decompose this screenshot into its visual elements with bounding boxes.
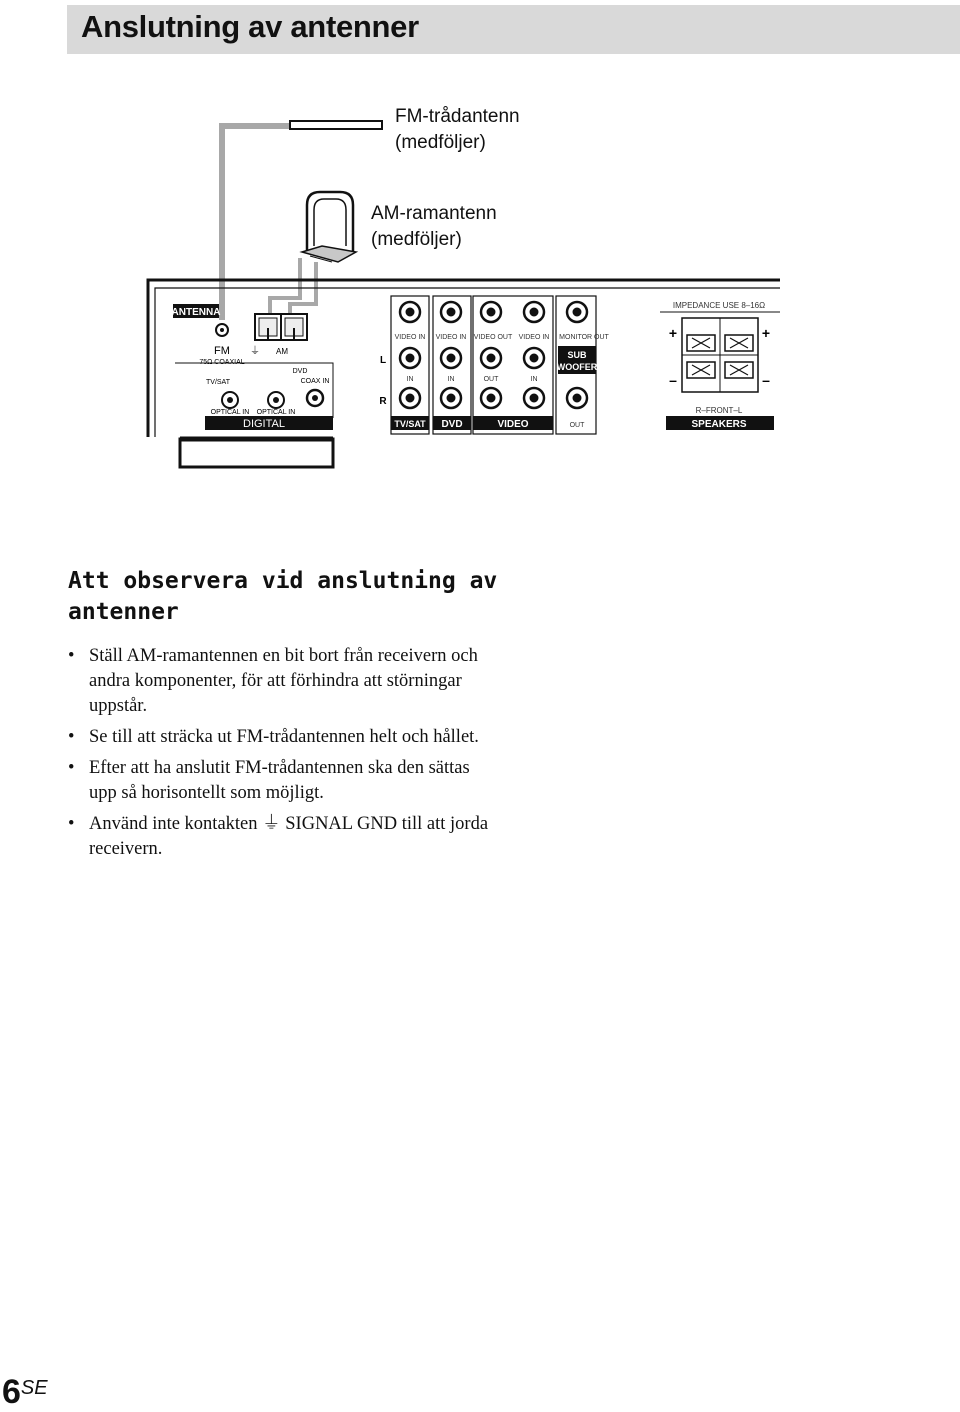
antenna-connection-diagram	[0, 0, 960, 480]
svg-text:DVD: DVD	[292, 368, 308, 375]
svg-text:VIDEO IN: VIDEO IN	[518, 334, 550, 341]
svg-text:–: –	[762, 372, 770, 388]
svg-text:+: +	[668, 325, 678, 341]
svg-text:R: R	[379, 396, 387, 407]
list-item: • Använd inte kontakten ⏚ SIGNAL GND till att jorda receivern.	[68, 814, 489, 859]
svg-text:R–FRONT–L: R–FRONT–L	[695, 406, 743, 415]
svg-text:VIDEO: VIDEO	[497, 419, 529, 430]
svg-text:TV/SAT: TV/SAT	[394, 419, 426, 429]
svg-text:L: L	[379, 355, 387, 366]
svg-text:VIDEO OUT: VIDEO OUT	[473, 334, 513, 341]
svg-text:OUT: OUT	[569, 422, 585, 429]
svg-text:OPTICAL IN: OPTICAL IN	[256, 409, 296, 416]
svg-text:FM: FM	[214, 345, 230, 357]
svg-text:DVD: DVD	[441, 419, 463, 430]
svg-text:OUT: OUT	[483, 376, 499, 383]
svg-text:–: –	[669, 372, 677, 388]
audio-video-jack-block	[379, 296, 609, 434]
antenna-label: ANTENNA	[171, 307, 221, 318]
digital-label: DIGITAL	[243, 418, 285, 430]
am-loop-antenna	[270, 192, 356, 318]
page-title: Anslutning av antenner	[81, 9, 419, 44]
am-antenna-label: AM-ramantenn (medföljer)	[371, 203, 497, 250]
svg-text:AM: AM	[276, 347, 288, 356]
svg-text:COAX IN: COAX IN	[300, 378, 330, 385]
svg-text:SUB: SUB	[567, 350, 587, 360]
speaker-terminal-block	[660, 301, 780, 430]
svg-text:WOOFER: WOOFER	[556, 362, 598, 372]
svg-text:OPTICAL IN: OPTICAL IN	[210, 409, 250, 416]
svg-text:+: +	[761, 325, 771, 341]
list-item: • Efter att ha anslutit FM-trådantennen ska den sättas upp så horisontellt som möjligt.	[68, 758, 470, 803]
svg-text:IN: IN	[447, 376, 455, 383]
fm-antenna-label: FM-trådantenn (medföljer)	[395, 106, 520, 153]
svg-text:75Ω COAXIAL: 75Ω COAXIAL	[199, 359, 245, 366]
notes-list	[66, 644, 496, 868]
svg-text:VIDEO IN: VIDEO IN	[394, 334, 426, 341]
svg-text:IN: IN	[530, 376, 538, 383]
svg-text:IMPEDANCE USE 8–16Ω: IMPEDANCE USE 8–16Ω	[672, 301, 766, 310]
list-item: • Se till att sträcka ut FM-trådantennen helt och hållet.	[68, 727, 479, 747]
list-item: • Ställ AM-ramantennen en bit bort från receivern och andra komponenter, för att förhindra att störningar uppstår.	[68, 646, 478, 716]
antenna-terminal-block	[172, 304, 307, 366]
digital-input-block	[175, 363, 333, 430]
svg-text:VIDEO IN: VIDEO IN	[435, 334, 467, 341]
svg-text:SPEAKERS: SPEAKERS	[691, 419, 747, 430]
svg-text:MONITOR OUT: MONITOR OUT	[559, 334, 609, 341]
svg-text:⏚: ⏚	[250, 346, 260, 357]
page-number: 6SE	[2, 1373, 48, 1411]
section-title: Att observera vid anslutning av antenner	[68, 568, 498, 625]
svg-text:IN: IN	[406, 376, 414, 383]
svg-text:TV/SAT: TV/SAT	[206, 379, 230, 386]
